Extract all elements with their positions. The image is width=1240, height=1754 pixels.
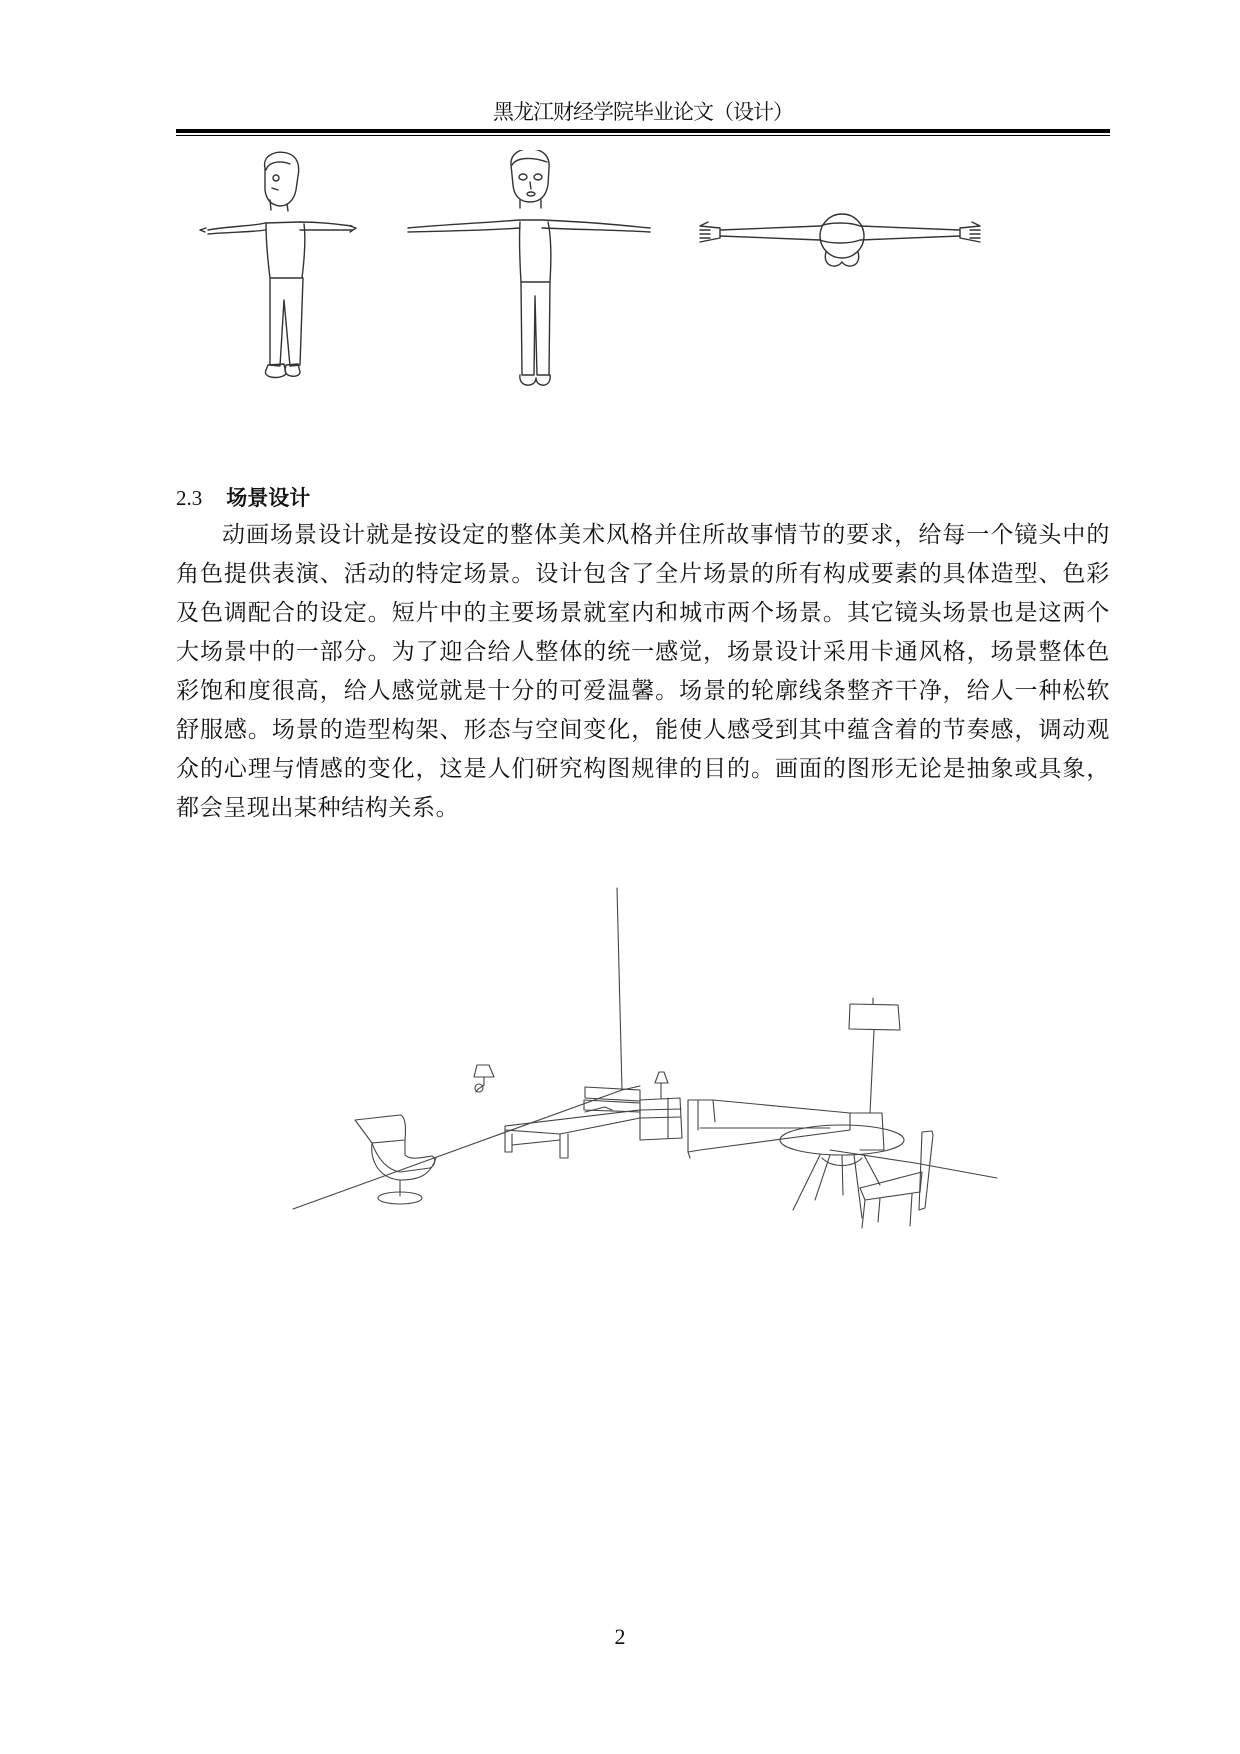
round-table <box>780 1125 904 1218</box>
body-text <box>176 516 1110 828</box>
section-title: 场景设计 <box>226 486 311 510</box>
bed <box>505 1087 640 1158</box>
nightstand <box>640 1098 682 1140</box>
wall-sconce <box>474 1065 494 1092</box>
header-rule-thick <box>176 129 1110 133</box>
sofa <box>688 1100 884 1158</box>
character-front-view <box>408 150 650 385</box>
page-number: 2 <box>614 1624 626 1649</box>
wall-corner-line <box>617 888 622 1090</box>
section-number: 2.3 <box>176 486 203 510</box>
interior-scene-figure <box>280 870 1000 1230</box>
floor-line-right <box>915 1163 997 1178</box>
header-rule-thin <box>176 135 1110 136</box>
character-top-view <box>700 214 980 266</box>
floor-line-left <box>293 1090 622 1209</box>
dining-chair <box>860 1131 933 1228</box>
character-turnaround-figure <box>180 150 1020 420</box>
character-three-quarter-view <box>200 152 356 377</box>
lounge-chair <box>355 1115 436 1204</box>
floor-lamp <box>849 998 900 1113</box>
section-heading <box>176 482 310 512</box>
paragraph: 动画场景设计就是按设定的整体美术风格并住所故事情节的要求，给每一个镜头中的角色提供表演、活动的特定场景。设计包含了全片场景的所有构成要素的具体造型、色彩及色调配合的设定。短片中的主要场景就室内和城市两个场景。其它镜头场景也是这两个大场景中的一部分。为了迎合给人整体的统一感觉，场景设计采用卡通风格，场景整体色彩饱和度很高，给人感觉就是十分的可爱温馨。场景的轮廓线条整齐干净，给人一种松软舒服感。场景的造型构架、形态与空间变化，能使人感受到其中蕴含着的节奏感，调动观众的心理与情感的变化，这是人们研究构图规律的目的。画面的图形无论是抽象或具象，都会呈现出某种结构关系。 <box>176 522 1110 821</box>
table-lamp <box>655 1072 668 1098</box>
running-header: 黑龙江财经学院毕业论文（设计） <box>493 100 793 124</box>
